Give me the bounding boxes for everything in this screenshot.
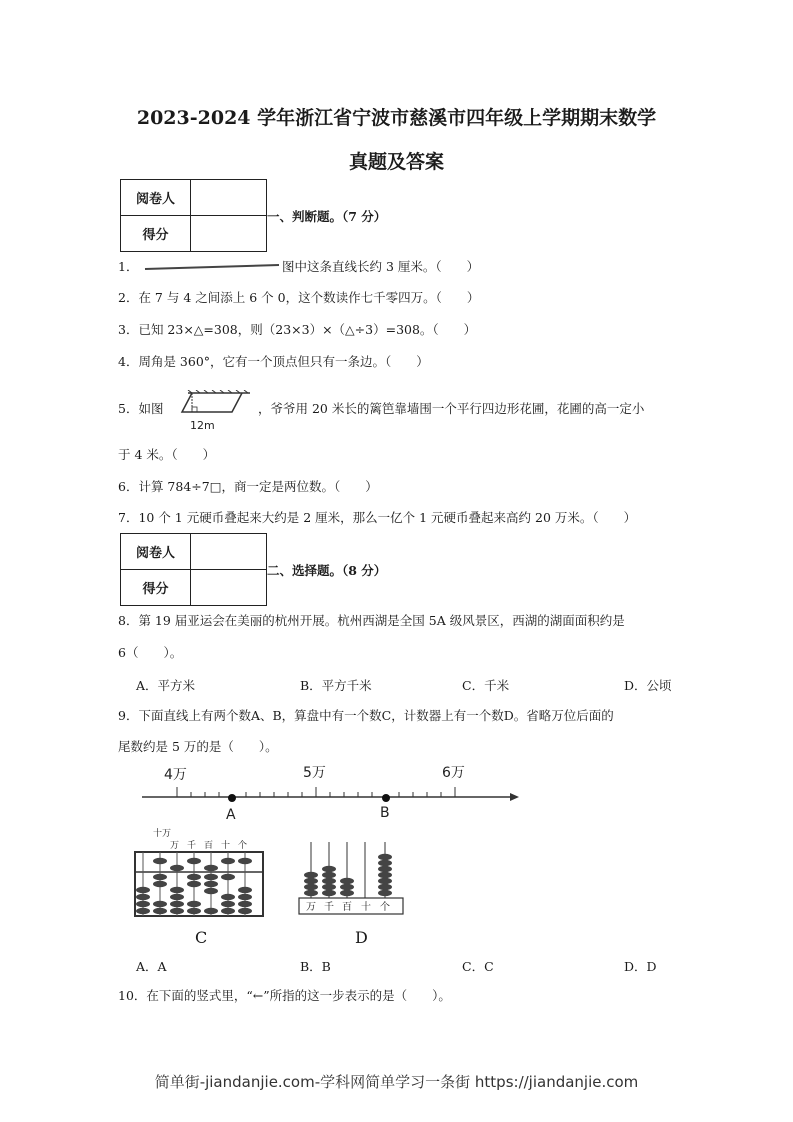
question-1-number: 1．: [118, 259, 139, 274]
point-b-label: B: [380, 805, 390, 821]
question-4: 4．周角是 360°，它有一个顶点但只有一条边。（ ）: [118, 354, 429, 369]
counter-place-label: 十: [361, 902, 371, 913]
abacus-place-label: 千: [187, 841, 197, 851]
q9-option-d[interactable]: D．D: [624, 959, 657, 974]
question-5-text: ，爷爷用 20 米长的篱笆靠墙围一个平行四边形花圃，花圃的高一定小: [258, 401, 645, 416]
section2-title: 二、选择题。（8 分）: [267, 563, 387, 578]
score-label: 得分: [121, 570, 191, 606]
q9-option-a[interactable]: A．A: [136, 959, 167, 974]
question-2: 2．在 7 与 4 之间添上 6 个 0，这个数读作七千零四万。（ ）: [118, 290, 480, 305]
question-9-line2: 尾数约是 5 万的是（ ）。: [118, 739, 278, 754]
number-line-label-5wan: 5万: [303, 765, 326, 781]
reviewer-label: 阅卷人: [121, 534, 191, 570]
abacus-place-label: 十: [221, 841, 231, 851]
counter-place-label: 个: [380, 902, 390, 913]
q9-abacus-c: [132, 828, 267, 920]
abacus-place-label: 万: [170, 841, 180, 851]
question-5-continuation: 于 4 米。（ ）: [118, 447, 216, 462]
doc-title-line1: 2023-2024 学年浙江省宁波市慈溪市四年级上学期期末数学: [136, 107, 657, 129]
counter-place-label: 百: [342, 902, 352, 913]
question-8-line2: 6（ ）。: [118, 645, 183, 660]
score-cell: [191, 570, 267, 606]
counter-place-label: 万: [306, 902, 316, 913]
counter-place-label: 千: [324, 902, 334, 913]
question-8-line1: 8．第 19 届亚运会在美丽的杭州开展。杭州西湖是全国 5A 级风景区，西湖的湖面面积约是: [118, 613, 625, 628]
score-cell: [191, 216, 267, 252]
q5-garden-figure: [178, 390, 258, 434]
reviewer-cell: [191, 534, 267, 570]
score-box-2: [120, 533, 267, 606]
question-6: 6．计算 784÷7□，商一定是两位数。（ ）: [118, 479, 378, 494]
question-1-text: 图中这条直线长约 3 厘米。（ ）: [282, 259, 480, 274]
number-line-label-6wan: 6万: [442, 765, 465, 781]
abacus-caption: C: [195, 928, 208, 947]
number-line-label-4wan: 4万: [164, 767, 187, 783]
q8-option-a[interactable]: A．平方米: [136, 678, 196, 693]
page-footer[interactable]: 简单街-jiandanjie.com-学科网简单学习一条街 https://jiandanjie.com: [154, 1073, 639, 1091]
q8-option-b[interactable]: B．平方千米: [300, 678, 372, 693]
counter-caption: D: [355, 928, 368, 947]
q1-line-figure: [143, 262, 283, 272]
reviewer-label: 阅卷人: [121, 180, 191, 216]
abacus-place-label: 十万: [153, 829, 172, 839]
q9-option-c[interactable]: C．C: [462, 959, 494, 974]
q8-option-c[interactable]: C．千米: [462, 678, 510, 693]
point-a-label: A: [226, 807, 236, 823]
question-1: [118, 259, 138, 275]
q5-figure-label: 12m: [190, 419, 215, 432]
score-label: 得分: [121, 216, 191, 252]
abacus-place-label: 个: [238, 841, 248, 851]
question-3: 3．已知 23×△=308，则（23×3）×（△÷3）=308。（ ）: [118, 322, 477, 337]
score-box-1: [120, 179, 267, 252]
abacus-place-label: 百: [204, 841, 214, 851]
question-5-prefix: 5．如图: [118, 401, 164, 416]
question-10: 10．在下面的竖式里，“←”所指的这一步表示的是（ ）。: [118, 988, 451, 1003]
point-b-dot: [382, 794, 390, 802]
section1-title: 一、判断题。（7 分）: [267, 209, 387, 224]
q9-number-line: [138, 758, 523, 823]
question-9-line1: 9．下面直线上有两个数A、B，算盘中有一个数C，计数器上有一个数D。省略万位后面的: [118, 708, 614, 723]
q8-option-d[interactable]: D．公顷: [624, 678, 672, 693]
q9-counter-d: [297, 836, 407, 920]
point-a-dot: [228, 794, 236, 802]
question-7: 7．10 个 1 元硬币叠起来大约是 2 厘米，那么一亿个 1 元硬币叠起来高约 20 万米。（ ）: [118, 510, 637, 525]
doc-title-line2: 真题及答案: [348, 151, 444, 173]
q9-option-b[interactable]: B．B: [300, 959, 331, 974]
reviewer-cell: [191, 180, 267, 216]
